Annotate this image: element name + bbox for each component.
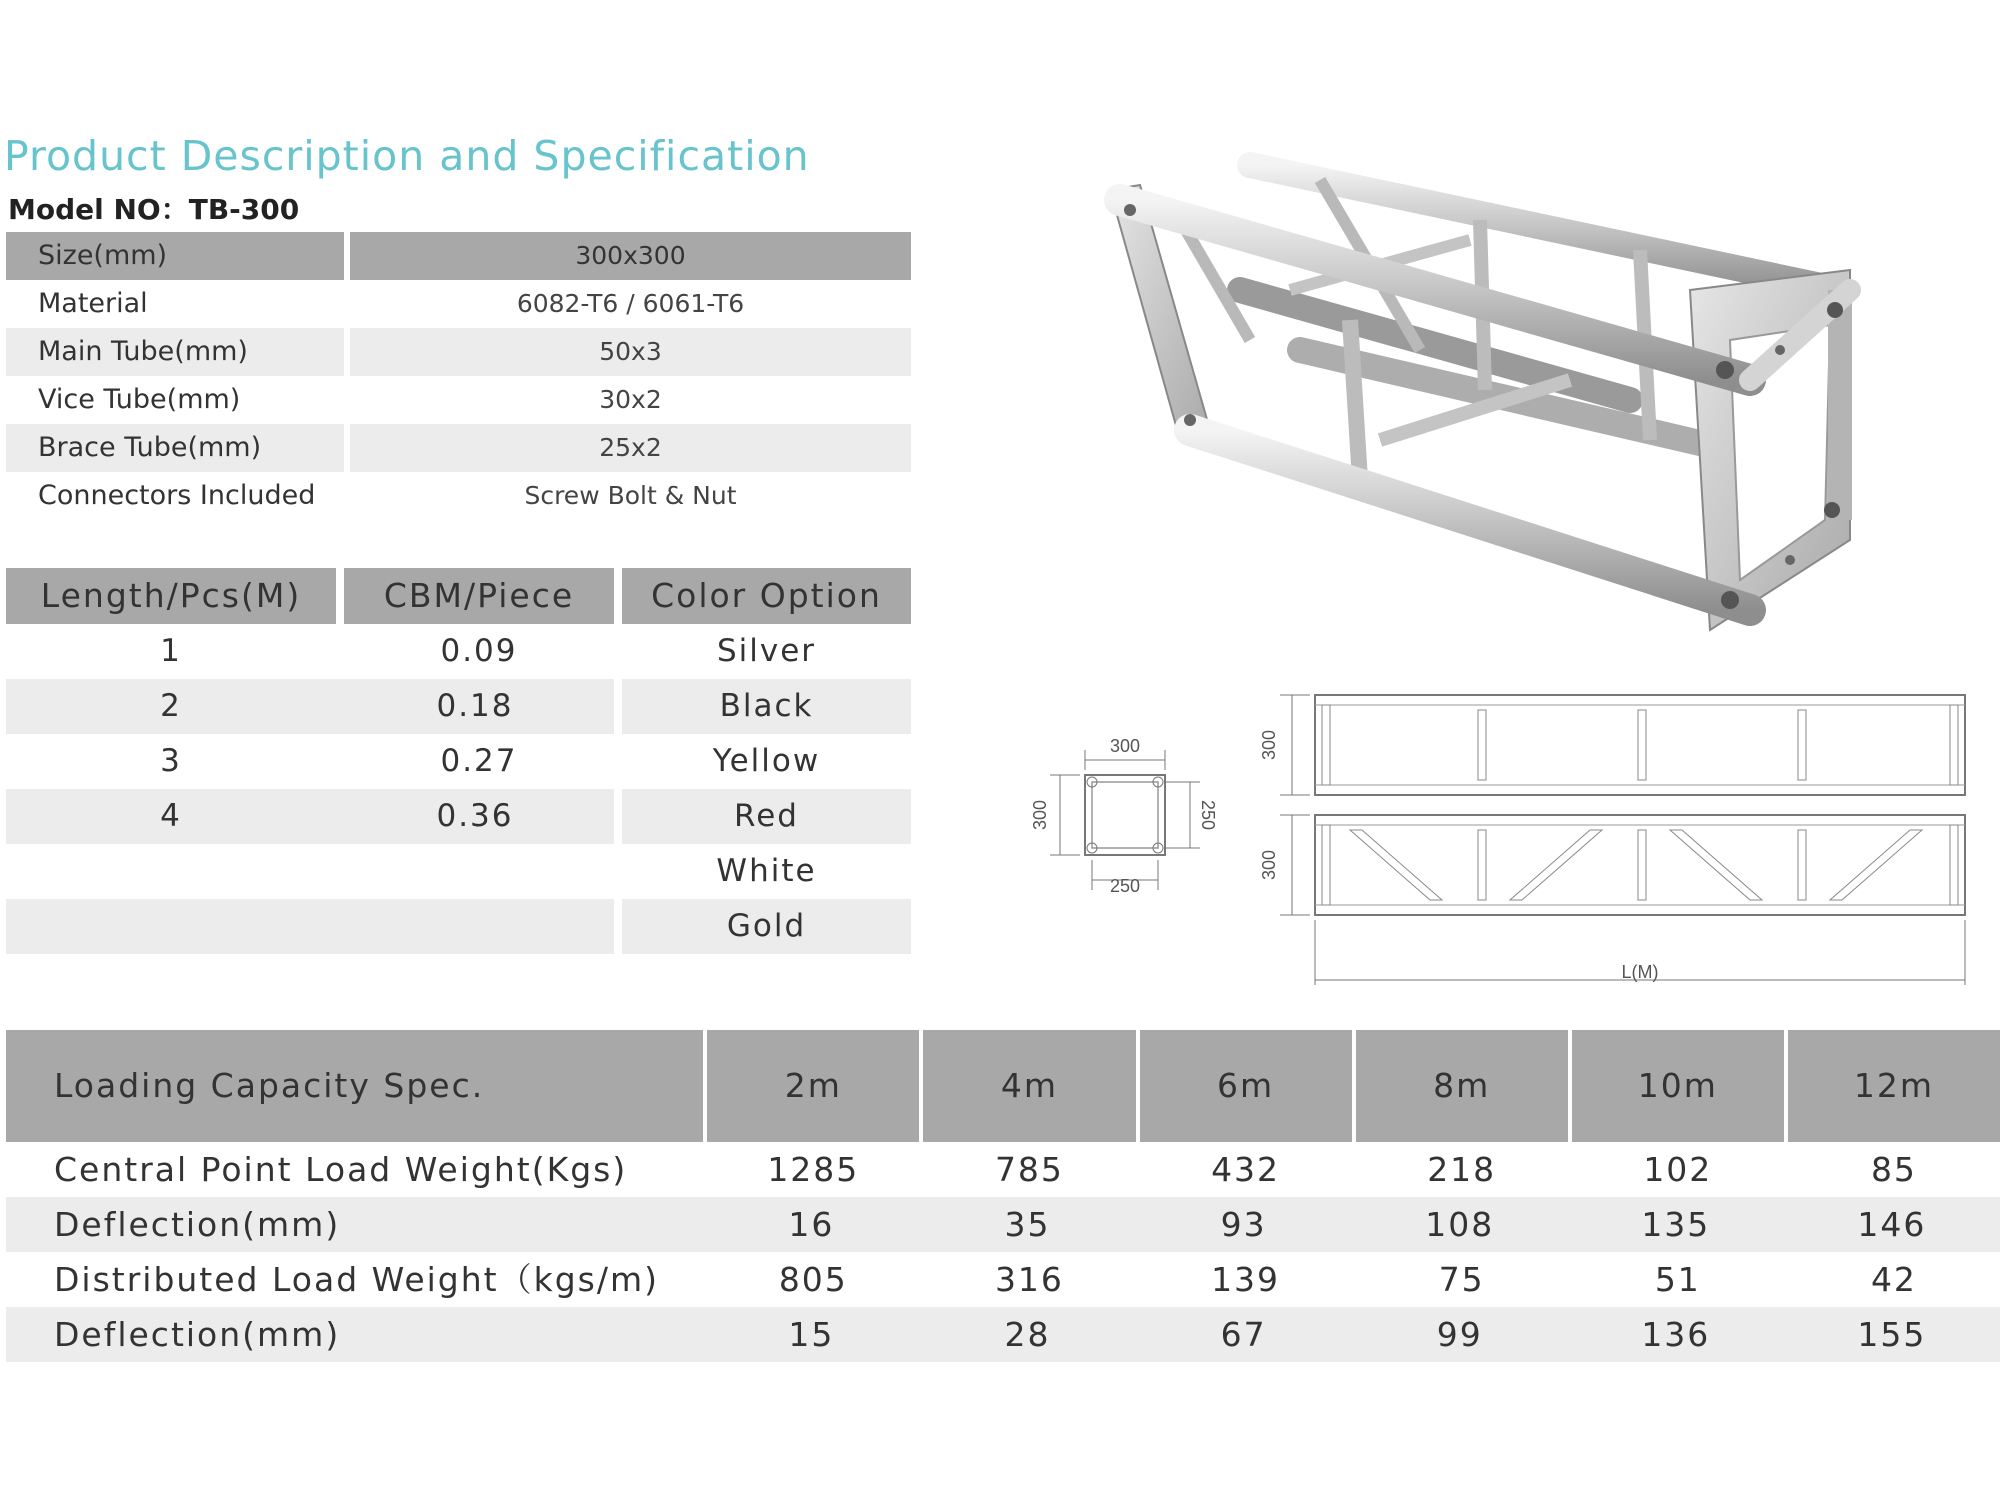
table-row <box>6 1142 2000 1197</box>
spec-key: Brace Tube(mm) <box>6 424 344 472</box>
dimension-label: 300 <box>1030 799 1050 831</box>
table-cell: 75 <box>1438 1260 1485 1299</box>
spec-value: 25x2 <box>350 424 911 472</box>
spec-value: 30x2 <box>599 385 662 414</box>
table-cell: 51 <box>1654 1260 1701 1299</box>
table-row <box>6 1307 2000 1362</box>
table-row <box>6 1252 2000 1307</box>
length-cell: 4 <box>6 789 336 844</box>
table-cell: 28 <box>919 1307 1135 1362</box>
cbm-cell <box>336 899 614 954</box>
length-color-table <box>6 568 911 954</box>
length-cell <box>6 844 336 899</box>
table-cell: 42 <box>1870 1260 1917 1299</box>
table-row <box>6 844 911 899</box>
spec-row <box>6 376 911 424</box>
cbm-cell: 0.18 <box>336 679 614 734</box>
table-row <box>6 734 911 789</box>
table-row <box>6 1197 2000 1252</box>
spec-key: Main Tube(mm) <box>6 328 344 376</box>
column-header: 4m <box>923 1030 1135 1142</box>
column-header: 8m <box>1356 1030 1568 1142</box>
table-header <box>6 1030 2000 1142</box>
color-cell: Red <box>622 789 911 844</box>
length-cell: 1 <box>160 633 182 669</box>
dimension-label: 250 <box>1198 799 1218 831</box>
spec-row <box>6 280 911 328</box>
table-cell: 155 <box>1784 1307 2000 1362</box>
page-title: Product Description and Specification <box>4 132 810 180</box>
table-cell: 432 <box>1211 1150 1281 1189</box>
dimension-label: 300 <box>1109 736 1141 756</box>
column-header: Color Option <box>622 568 911 624</box>
spec-key: Vice Tube(mm) <box>38 384 241 415</box>
model-number: Model NO：TB-300 <box>8 193 300 226</box>
row-label: Distributed Load Weight（kgs/m) <box>54 1260 659 1299</box>
column-header: 2m <box>707 1030 919 1142</box>
spec-value: Screw Bolt & Nut <box>524 481 737 510</box>
table-row <box>6 679 911 734</box>
spec-key: Connectors Included <box>38 480 316 511</box>
dimension-label: 300 <box>1259 729 1279 761</box>
spec-row <box>6 424 911 472</box>
length-cell: 3 <box>160 743 182 779</box>
spec-value: 50x3 <box>350 328 911 376</box>
color-cell: Silver <box>716 633 817 669</box>
dimension-label: 250 <box>1109 876 1141 896</box>
table-row <box>6 789 911 844</box>
cbm-cell <box>344 844 614 899</box>
row-label: Central Point Load Weight(Kgs) <box>54 1150 628 1189</box>
table-cell: 805 <box>778 1260 848 1299</box>
column-header: 10m <box>1572 1030 1784 1142</box>
table-cell: 139 <box>1211 1260 1281 1299</box>
table-cell: 135 <box>1568 1197 1784 1252</box>
table-cell: 1285 <box>767 1150 860 1189</box>
length-cell: 2 <box>6 679 336 734</box>
spec-row <box>6 232 911 280</box>
cbm-cell: 0.27 <box>440 743 518 779</box>
dimension-label: 300 <box>1259 849 1279 881</box>
table-cell: 136 <box>1568 1307 1784 1362</box>
spec-value: 6082-T6 / 6061-T6 <box>516 289 745 318</box>
table-cell: 146 <box>1784 1197 2000 1252</box>
color-cell: Gold <box>622 899 911 954</box>
row-label: Deflection(mm) <box>6 1307 703 1362</box>
table-cell: 218 <box>1427 1150 1497 1189</box>
color-cell: White <box>716 853 817 889</box>
table-cell: 35 <box>919 1197 1135 1252</box>
table-cell: 93 <box>1136 1197 1352 1252</box>
side-elevation-drawing <box>1259 815 1965 985</box>
column-header: 12m <box>1788 1030 2000 1142</box>
table-header <box>6 568 911 624</box>
spec-key: Size(mm) <box>6 232 344 280</box>
table-cell: 67 <box>1136 1307 1352 1362</box>
table-cell: 99 <box>1352 1307 1568 1362</box>
color-cell: Black <box>622 679 911 734</box>
truss-drawings <box>1030 680 1990 1000</box>
table-cell: 85 <box>1870 1150 1917 1189</box>
truss-illustration <box>1090 140 1890 660</box>
length-dimension-label: L(M) <box>1621 962 1659 982</box>
loading-capacity-table <box>6 1030 2000 1362</box>
color-cell: Yellow <box>712 743 821 779</box>
top-elevation-drawing <box>1259 695 1965 795</box>
table-cell: 102 <box>1643 1150 1713 1189</box>
table-cell: 316 <box>994 1260 1064 1299</box>
table-cell: 16 <box>703 1197 919 1252</box>
table-cell: 785 <box>994 1150 1064 1189</box>
spec-row <box>6 472 911 520</box>
column-header: Loading Capacity Spec. <box>6 1030 703 1142</box>
spec-value: 300x300 <box>350 232 911 280</box>
table-row <box>6 624 911 679</box>
spec-table <box>6 232 911 520</box>
cross-section-drawing <box>1030 736 1218 896</box>
table-row <box>6 899 911 954</box>
spec-key: Material <box>38 288 148 319</box>
column-header: CBM/Piece <box>344 568 614 624</box>
table-cell: 108 <box>1352 1197 1568 1252</box>
column-header: Length/Pcs(M) <box>6 568 336 624</box>
spec-row <box>6 328 911 376</box>
column-header: 6m <box>1140 1030 1352 1142</box>
row-label: Deflection(mm) <box>6 1197 703 1252</box>
cbm-cell: 0.36 <box>336 789 614 844</box>
cbm-cell: 0.09 <box>440 633 518 669</box>
length-cell <box>6 899 336 954</box>
table-cell: 15 <box>703 1307 919 1362</box>
